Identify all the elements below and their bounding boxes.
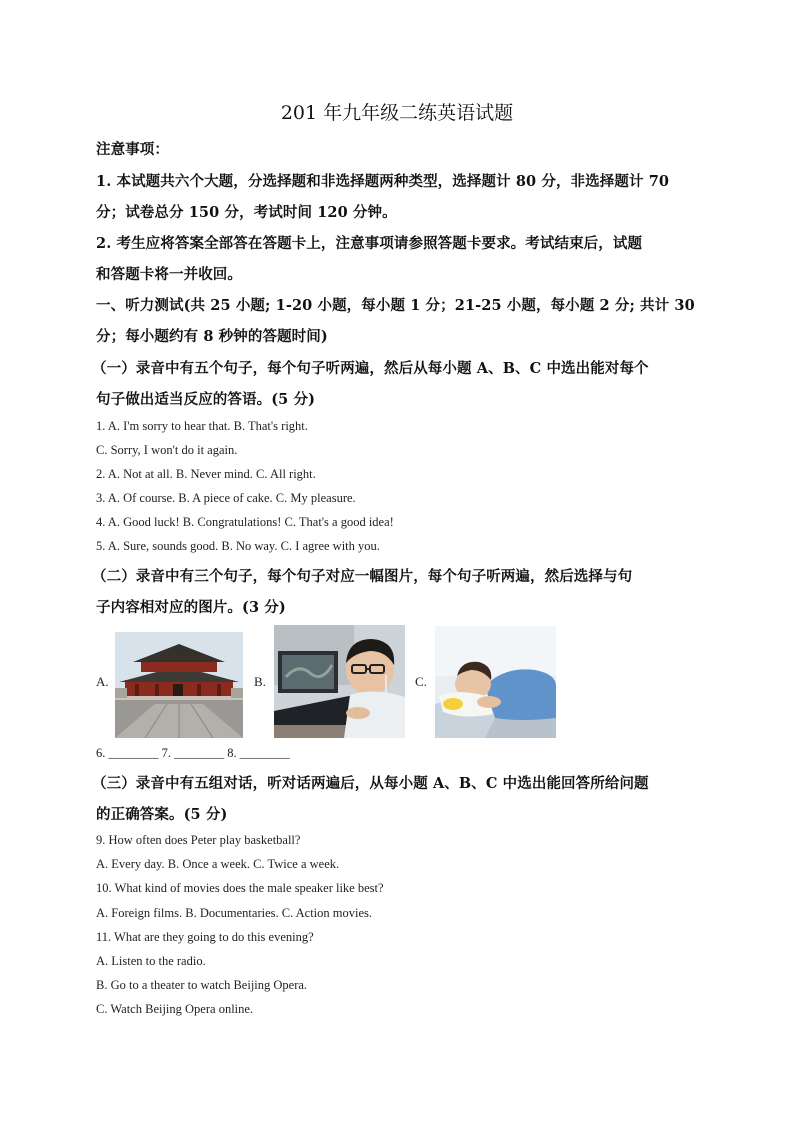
part-2-heading-line-2: 子内容相对应的图片。(3 分) [96, 599, 286, 616]
question-line: A. Foreign films. B. Documentaries. C. Action movies. [96, 906, 373, 920]
question-line: 11. What are they going to do this evening? [96, 930, 314, 944]
question-line: C. Sorry, I won't do it again. [96, 443, 238, 457]
notice-item-1-line-2: 分；试卷总分 150 分，考试时间 120 分钟。 [96, 204, 397, 221]
question-line: 1. A. I'm sorry to hear that. B. That's right. [96, 419, 308, 433]
page-title: 201 年九年级二练英语试题 [280, 102, 514, 124]
section-1-heading-line-1: 一、听力测试(共 25 小题; 1-20 小题，每小题 1 分；21-25 小题，每小题 2 分; 共计 30 [96, 297, 695, 314]
picture-label-a: A. [96, 674, 109, 689]
part-3-heading-line-2: 的正确答案。(5 分) [96, 806, 228, 823]
question-line: 3. A. Of course. B. A piece of cake. C. My pleasure. [96, 491, 356, 505]
part-3-heading-line-1: （三）录音中有五组对话，听对话两遍后，从每小题 A、B、C 中选出能回答所给问题 [92, 775, 649, 792]
question-line: A. Listen to the radio. [96, 954, 206, 968]
notice-item-2-line-2: 和答题卡将一并收回。 [96, 266, 242, 283]
picture-label-c: C. [415, 674, 427, 689]
question-line: 4. A. Good luck! B. Congratulations! C. That's a good idea! [96, 515, 394, 529]
palace-picture [115, 632, 243, 738]
question-line: 2. A. Not at all. B. Never mind. C. All right. [96, 467, 316, 481]
picture-label-b: B. [254, 674, 266, 689]
question-line: 5. A. Sure, sounds good. B. No way. C. I agree with you. [96, 539, 380, 553]
answer-blanks: 6. ________ 7. ________ 8. ________ [96, 746, 290, 760]
question-line: A. Every day. B. Once a week. C. Twice a week. [96, 857, 340, 871]
question-line: 10. What kind of movies does the male speaker like best? [96, 881, 384, 895]
notice-heading: 注意事项： [96, 141, 169, 158]
question-line: B. Go to a theater to watch Beijing Opera. [96, 978, 308, 992]
section-1-heading-line-2: 分；每小题约有 8 秒钟的答题时间) [96, 328, 328, 345]
question-line: C. Watch Beijing Opera online. [96, 1002, 254, 1016]
sleeping-boy-picture [435, 626, 556, 738]
part-2-heading-line-1: （二）录音中有三个句子，每个句子对应一幅图片，每个句子听两遍，然后选择与句 [92, 568, 633, 585]
part-1-heading-line-1: （一）录音中有五个句子，每个句子听两遍，然后从每小题 A、B、C 中选出能对每个 [92, 360, 649, 377]
notice-item-2-line-1: 2. 考生应将答案全部答在答题卡上，注意事项请参照答题卡要求。考试结束后，试题 [96, 235, 643, 252]
part-1-heading-line-2: 句子做出适当反应的答语。(5 分) [96, 391, 316, 408]
notice-item-1-line-1: 1. 本试题共六个大题，分选择题和非选择题两种类型，选择题计 80 分，非选择题计 70 [96, 173, 670, 190]
question-line: 9. How often does Peter play basketball? [96, 833, 301, 847]
boy-computer-picture [274, 625, 405, 738]
